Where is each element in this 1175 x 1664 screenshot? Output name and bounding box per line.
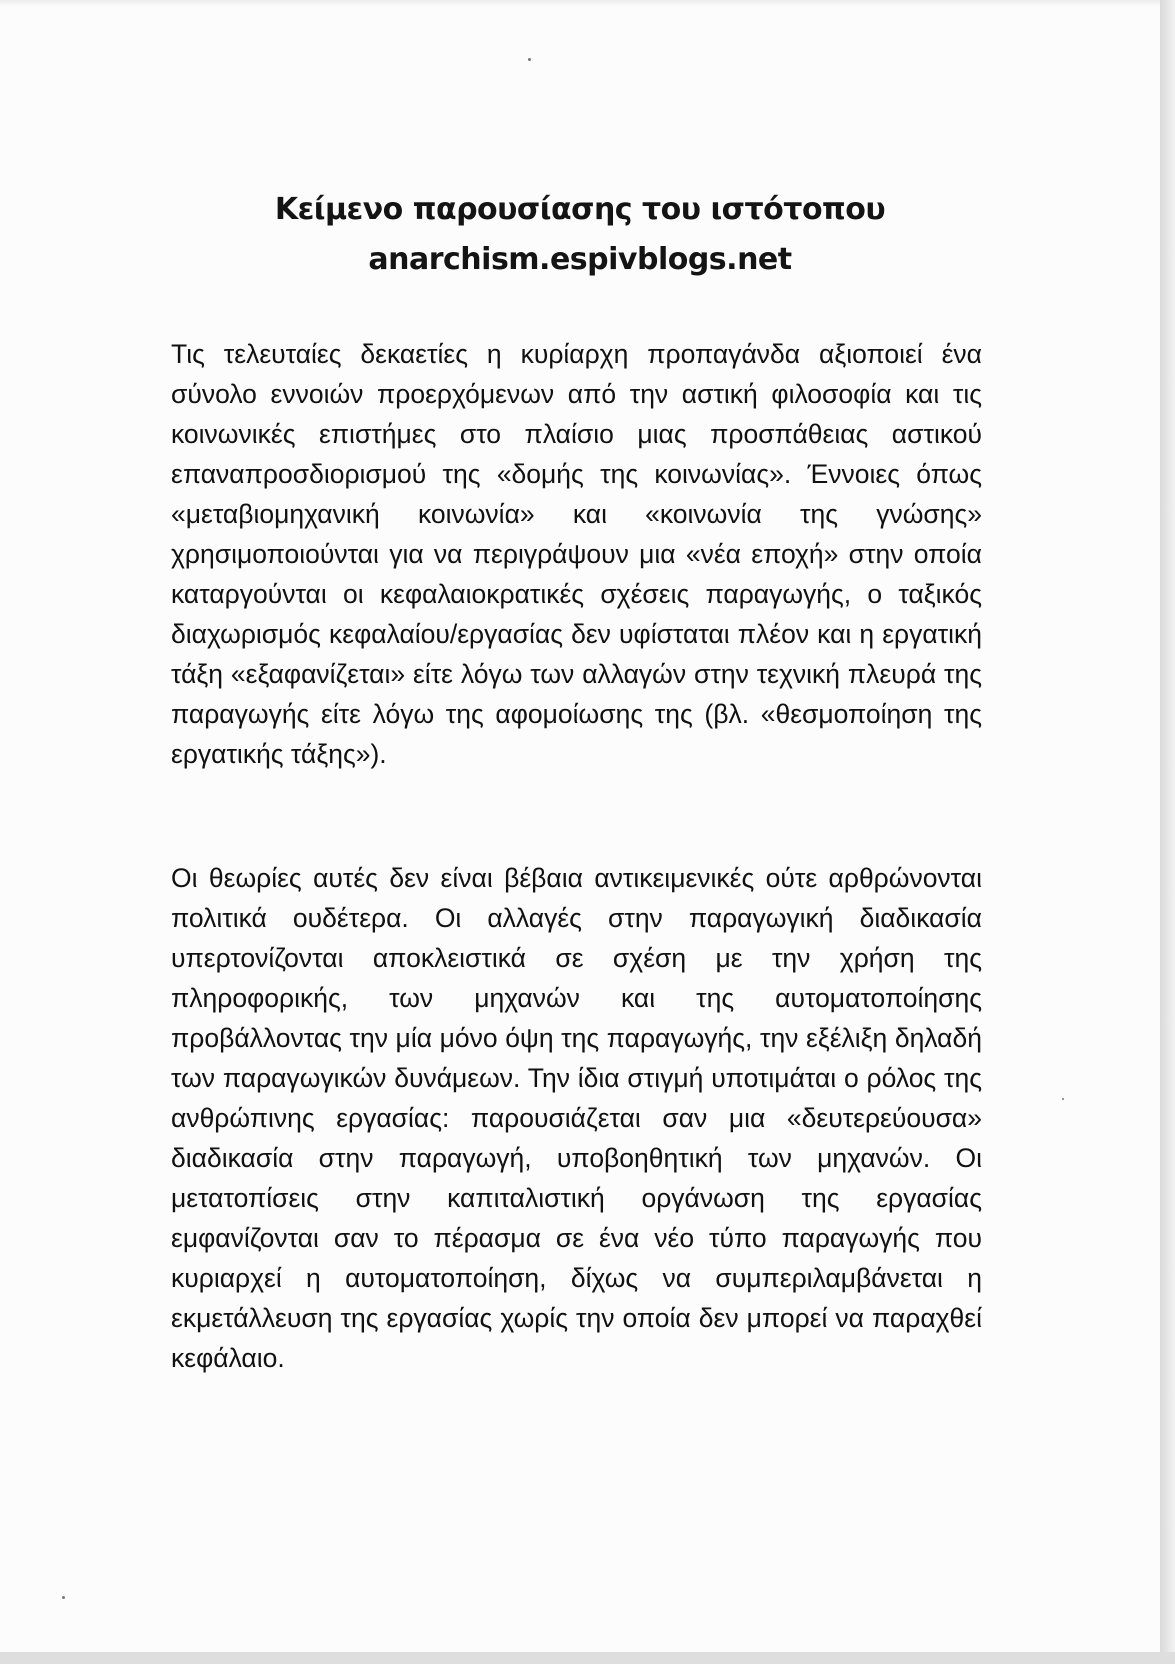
body-paragraph-1: Τις τελευταίες δεκαετίες η κυρίαρχη προπαγάνδα αξιοποιεί ένα σύνολο εννοιών προερχόμενων από την αστική φιλοσοφία και τις κοινωνικές επιστήμες στο πλαίσιο μιας προσπάθειας αστικού επαναπροσδιορισμού της «δομής της κοινωνίας». Έννοιες όπως «μεταβιομηχανική κοινωνία» και «κοινωνία της γνώσης» χρησιμοποιούνται για να περιγράψουν μια «νέα εποχή» στην οποία καταργούνται οι κεφαλαιοκρατικές σχέσεις παραγωγής, ο ταξικός διαχωρισμός κεφαλαίου/εργασίας δεν υφίσταται πλέον και η εργατική τάξη «εξαφανίζεται» είτε λόγω των αλλαγών στην τεχνική πλευρά της παραγωγής είτε λόγω της αφομοίωσης της (βλ. «θεσμοποίηση της εργατικής τάξης»). bbox=[171, 339, 982, 769]
page-top-shadow bbox=[0, 0, 1160, 6]
body-paragraph-2: Οι θεωρίες αυτές δεν είναι βέβαια αντικειμενικές ούτε αρθρώνονται πολιτικά ουδέτερα. Οι αλλαγές στην παραγωγική διαδικασία υπερτονίζονται αποκλειστικά σε σχέση με την χρήση της πληροφορικής, των μηχανών και της αυτοματοποίησης προβάλλοντας την μία μόνο όψη της παραγωγής, την εξέλιξη δηλαδή των παραγωγικών δυνάμεων. Την ίδια στιγμή υποτιμάται ο ρόλος της ανθρώπινης εργασίας: παρουσιάζεται σαν μια «δευτερεύουσα» διαδικασία στην παραγωγή, υποβοηθητική των μηχανών. Οι μετατοπίσεις στην καπιταλιστική οργάνωση της εργασίας εμφανίζονται σαν το πέρασμα σε ένα νέο τύπο παραγωγής που κυριαρχεί η αυτοματοποίηση, δίχως να συμπεριλαμβάνεται η εκμετάλλευση της εργασίας χωρίς την οποία δεν μπορεί να παραχθεί κεφάλαιο. bbox=[171, 863, 982, 1373]
page-bottom-edge bbox=[0, 1652, 1175, 1664]
document-title-line-1: Κείμενο παρουσίασης του ιστότοπου bbox=[274, 192, 886, 227]
scan-speck bbox=[1062, 1098, 1064, 1100]
page-right-edge bbox=[1160, 0, 1175, 1664]
scan-speck bbox=[528, 58, 531, 61]
scan-speck bbox=[62, 1596, 65, 1599]
document-title-line-2: anarchism.espivblogs.net bbox=[368, 242, 792, 277]
